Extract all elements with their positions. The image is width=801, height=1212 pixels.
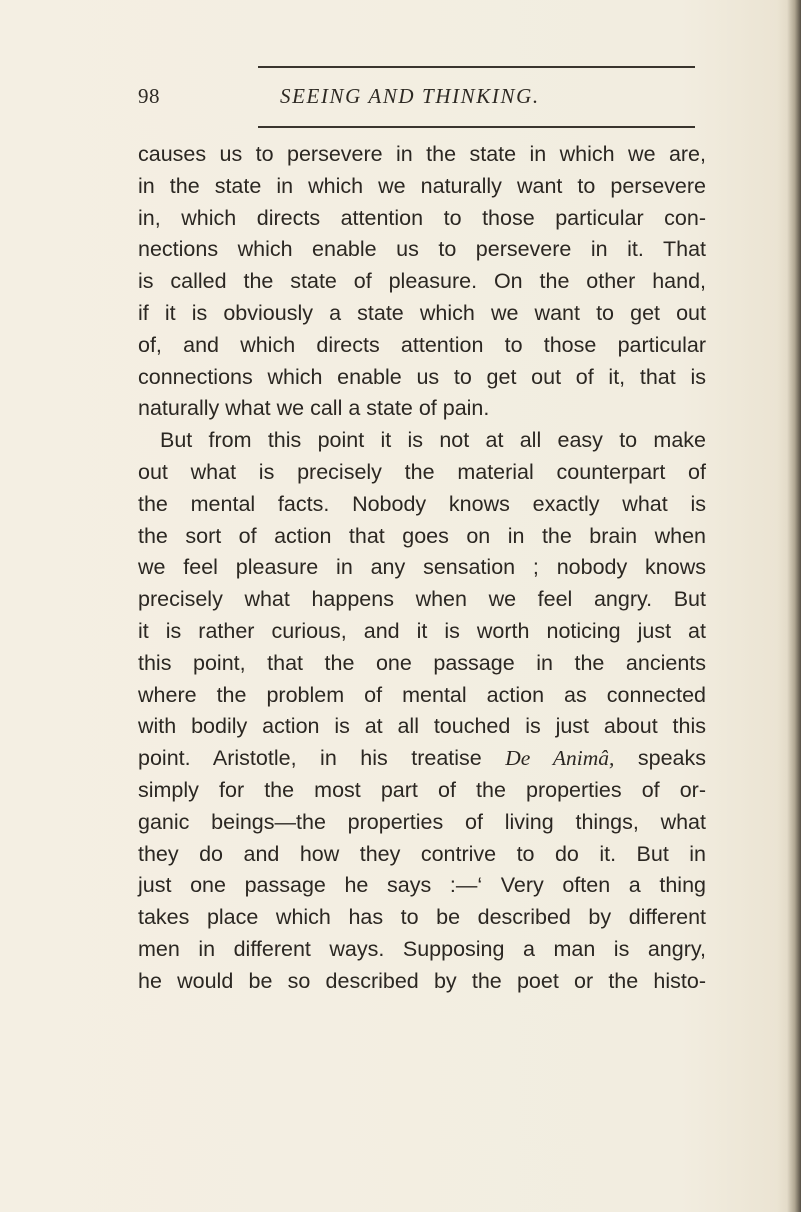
text-line: just one passage he says :—‘ Very often a thing xyxy=(138,873,706,898)
text-line: nections which enable us to persevere in it. That xyxy=(138,237,706,262)
text-line: But from this point it is not at all easy to make xyxy=(160,428,706,453)
header-rule-bottom xyxy=(258,126,695,128)
text-line: is called the state of pleasure. On the other hand, xyxy=(138,269,706,294)
text-line: precisely what happens when we feel angry. But xyxy=(138,587,706,612)
text-segment: speaks xyxy=(614,746,706,771)
text-line: he would be so described by the poet or the histo- xyxy=(138,968,706,993)
text-line: takes place which has to be described by different xyxy=(138,905,706,930)
text-line: if it is obviously a state which we want to get out xyxy=(138,300,706,325)
text-line: ganic beings—the properties of living things, what xyxy=(138,809,706,834)
header-rule-top xyxy=(258,66,695,68)
page-edge-shadow xyxy=(787,0,801,1212)
text-line: it is rather curious, and it is worth noticing just at xyxy=(138,618,706,643)
text-line: causes us to persevere in the state in which we are, xyxy=(138,142,706,166)
text-line: in the state in which we naturally want to persevere xyxy=(138,173,706,198)
text-line-with-title xyxy=(138,743,706,775)
text-line: simply for the most part of the properties of or- xyxy=(138,777,706,802)
text-line: where the problem of mental action as connected xyxy=(138,682,706,707)
body-text xyxy=(138,139,706,998)
text-segment: point. Aristotle, in his treatise xyxy=(138,746,506,771)
text-line: naturally what we call a state of pain. xyxy=(138,396,490,421)
text-line: they do and how they contrive to do it. But in xyxy=(138,841,706,866)
text-line: the mental facts. Nobody knows exactly what is xyxy=(138,491,706,516)
page-header xyxy=(138,84,698,120)
text-line: with bodily action is at all touched is just about this xyxy=(138,714,706,739)
page-number: 98 xyxy=(138,84,160,108)
running-head: SEEING AND THINKING. xyxy=(280,84,540,108)
text-line: connections which enable us to get out of it, that is xyxy=(138,364,706,389)
work-title-italic: De Animâ, xyxy=(505,746,615,771)
text-line: of, and which directs attention to those particular xyxy=(138,332,706,357)
text-line: out what is precisely the material counterpart of xyxy=(138,459,706,484)
text-line: in, which directs attention to those particular con- xyxy=(138,205,706,230)
text-line: this point, that the one passage in the ancients xyxy=(138,650,706,675)
text-line: the sort of action that goes on in the brain when xyxy=(138,523,706,548)
text-line: we feel pleasure in any sensation ; nobody knows xyxy=(138,555,706,580)
text-line: men in different ways. Supposing a man is angry, xyxy=(138,936,706,961)
